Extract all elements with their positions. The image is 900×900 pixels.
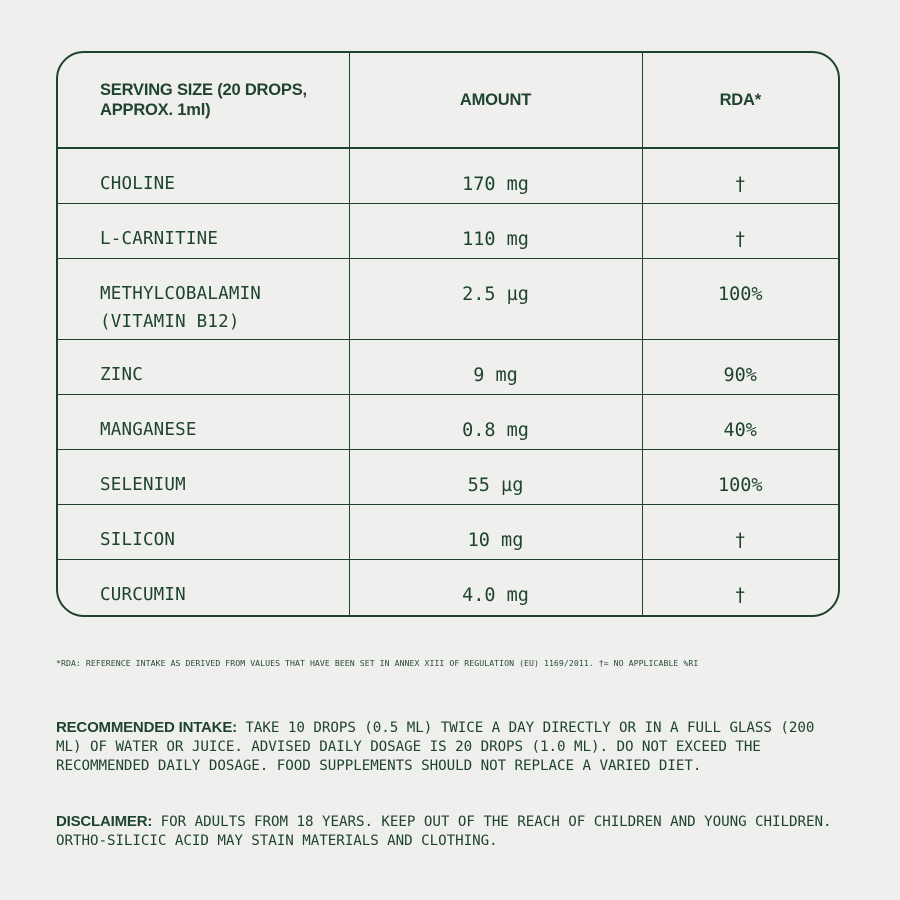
ingredient-rda: † <box>642 148 838 203</box>
table-row <box>58 395 838 450</box>
ingredient-rda: 100% <box>642 450 838 505</box>
header-rda: RDA* <box>642 53 838 148</box>
table-row <box>58 505 838 560</box>
rda-footnote: *RDA: REFERENCE INTAKE AS DERIVED FROM VALUES THAT HAVE BEEN SET IN ANNEX XIII OF REGULATION (EU) 1169/2011. †= NO APPLICABLE %RI <box>56 658 699 668</box>
disclaimer <box>56 812 846 851</box>
ingredient-name: CURCUMIN <box>58 560 349 615</box>
table-row <box>58 339 838 394</box>
disclaimer-text: FOR ADULTS FROM 18 YEARS. KEEP OUT OF THE REACH OF CHILDREN AND YOUNG CHILDREN. ORTHO-SILICIC ACID MAY STAIN MATERIALS AND CLOTHING. <box>56 814 832 849</box>
ingredient-amount: 10 mg <box>349 505 642 560</box>
ingredient-rda: † <box>642 505 838 560</box>
ingredient-rda: 90% <box>642 339 838 394</box>
header-amount: AMOUNT <box>349 53 642 148</box>
ingredient-amount: 170 mg <box>349 148 642 203</box>
ingredient-amount: 4.0 mg <box>349 560 642 615</box>
ingredient-rda: 100% <box>642 258 838 339</box>
table-row <box>58 450 838 505</box>
ingredient-rda: 40% <box>642 395 838 450</box>
table-row <box>58 258 838 339</box>
header-serving-size: SERVING SIZE (20 DROPS, APPROX. 1ml) <box>58 53 349 148</box>
ingredient-name: SELENIUM <box>58 450 349 505</box>
ingredient-amount: 110 mg <box>349 203 642 258</box>
ingredient-name: L-CARNITINE <box>58 203 349 258</box>
recommended-intake <box>56 718 846 776</box>
ingredient-name: MANGANESE <box>58 395 349 450</box>
ingredient-amount: 55 µg <box>349 450 642 505</box>
table-row <box>58 148 838 203</box>
ingredient-name: CHOLINE <box>58 148 349 203</box>
table-row <box>58 203 838 258</box>
ingredient-amount: 0.8 mg <box>349 395 642 450</box>
ingredient-amount: 2.5 µg <box>349 258 642 339</box>
recommended-intake-text: TAKE 10 DROPS (0.5 ML) TWICE A DAY DIRECTLY OR IN A FULL GLASS (200 ML) OF WATER OR JUICE. ADVISED DAILY DOSAGE IS 20 DROPS (1.0 ML). DO NOT EXCEED THE RECOMMENDED DAILY DOSAGE. FOOD SUPPLEMENTS SHOULD NOT REPLACE A VARIED DIET. <box>56 720 815 774</box>
table-row <box>58 560 838 615</box>
ingredient-amount: 9 mg <box>349 339 642 394</box>
ingredient-name: SILICON <box>58 505 349 560</box>
ingredient-name: METHYLCOBALAMIN (VITAMIN B12) <box>58 258 349 339</box>
nutrition-table <box>56 51 840 617</box>
ingredient-rda: † <box>642 203 838 258</box>
ingredient-name: ZINC <box>58 339 349 394</box>
recommended-intake-label: RECOMMENDED INTAKE: <box>56 719 237 736</box>
table-header-row <box>58 53 838 148</box>
disclaimer-label: DISCLAIMER: <box>56 813 153 830</box>
ingredient-rda: † <box>642 560 838 615</box>
